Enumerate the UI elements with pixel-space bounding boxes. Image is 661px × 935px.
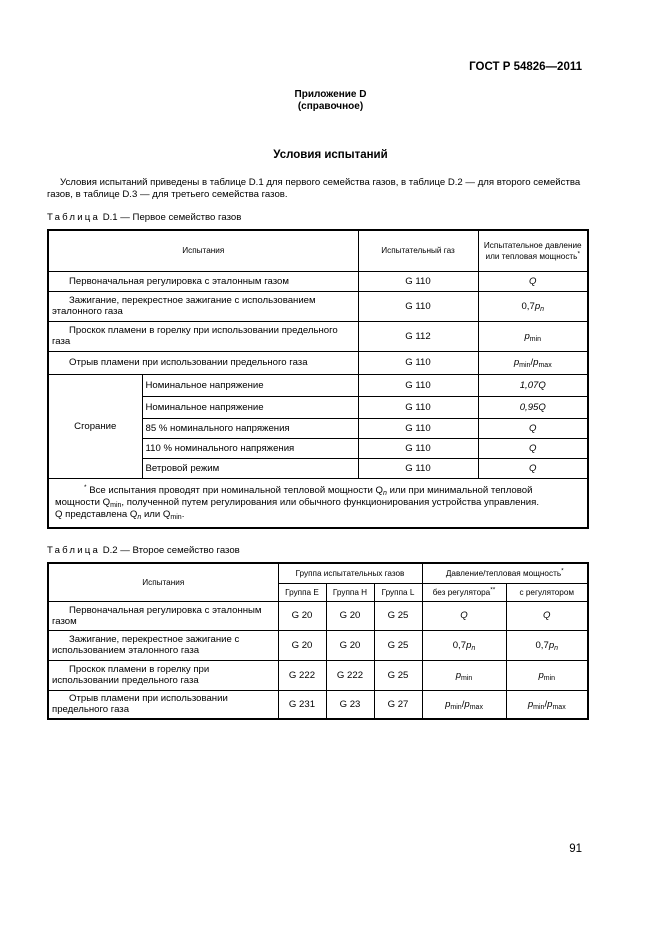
table-row: Зажигание, перекрестное зажигание с использованием эталонного газа G 110 $0,7p_n$ xyxy=(48,291,588,321)
table-row: Номинальное напряжение G 110 0,95Q xyxy=(48,396,588,418)
table-row: Отрыв пламени при использовании предельного газа G 231 G 23 G 27 $p_{min}/p_{max}$ $p_{min}/p_{max}$ xyxy=(48,690,588,719)
t1-footnote: * Все испытания проводят при номинальной тепловой мощности $Q_n$ или при минимальной тепловой мощности $Q_{min}$, полученной путем регулирования или обычного функционирования устройства управления. Q представлена $Q_n$ или $Q_{min}$. xyxy=(48,478,588,528)
table-row: Сгорание Номинальное напряжение G 110 1,07Q xyxy=(48,374,588,396)
annex-heading xyxy=(0,89,661,113)
table-row: Зажигание, перекрестное зажигание с использованием эталонного газа G 20 G 20 G 25 $0,7p_n$ $0,7p_n$ xyxy=(48,630,588,660)
annex-title: Приложение D xyxy=(294,89,367,100)
t2-header-no-regulator: без регулятора** xyxy=(422,583,506,601)
t1-header-gas: Испытательный газ xyxy=(358,230,478,271)
table-d2 xyxy=(47,562,589,720)
t2-header-pressure: Давление/тепловая мощность* xyxy=(422,563,588,583)
table-row: Ветровой режим G 110 Q xyxy=(48,458,588,478)
t2-header-group-e: Группа Е xyxy=(278,583,326,601)
t2-header-group-l: Группа L xyxy=(374,583,422,601)
annex-subtitle: (справочное) xyxy=(297,101,364,112)
table-row: 110 % номинального напряжения G 110 Q xyxy=(48,438,588,458)
t2-header-group-h: Группа Н xyxy=(326,583,374,601)
t1-header-pressure: Испытательное давление или тепловая мощность* xyxy=(478,230,588,271)
table-row: Первоначальная регулировка с эталонным газом G 20 G 20 G 25 Q Q xyxy=(48,601,588,630)
table-row: Первоначальная регулировка с эталонным газом G 110 Q xyxy=(48,271,588,291)
t1-header-tests: Испытания xyxy=(48,230,358,271)
document-id: ГОСТ Р 54826—2011 xyxy=(469,61,582,73)
table-d1 xyxy=(47,229,589,529)
t2-header-with-regulator: с регулятором xyxy=(506,583,588,601)
combustion-label: Сгорание xyxy=(48,374,142,478)
table1-caption: Таблица D.1 — Первое семейство газов xyxy=(47,212,242,223)
intro-paragraph: Условия испытаний приведены в таблице D.1 для первого семейства газов, в таблице D.2 — для второго семейства газов, в таблице D.3 — для третьего семейства газов. xyxy=(47,177,581,200)
t2-header-group: Группа испытательных газов xyxy=(278,563,422,583)
table2-caption: Таблица D.2 — Второе семейство газов xyxy=(47,545,240,556)
table-row: 85 % номинального напряжения G 110 Q xyxy=(48,418,588,438)
table-row: Проскок пламени в горелку при использовании предельного газа G 222 G 222 G 25 $p_{min}$ $p_{min}$ xyxy=(48,660,588,690)
table-row: Отрыв пламени при использовании предельного газа G 110 $p_{min}/p_{max}$ xyxy=(48,351,588,374)
table-row: Проскок пламени в горелку при использовании предельного газа G 112 $p_{min}$ xyxy=(48,321,588,351)
section-title: Условия испытаний xyxy=(273,149,388,161)
page-number: 91 xyxy=(569,843,582,855)
t2-header-tests: Испытания xyxy=(48,563,278,601)
